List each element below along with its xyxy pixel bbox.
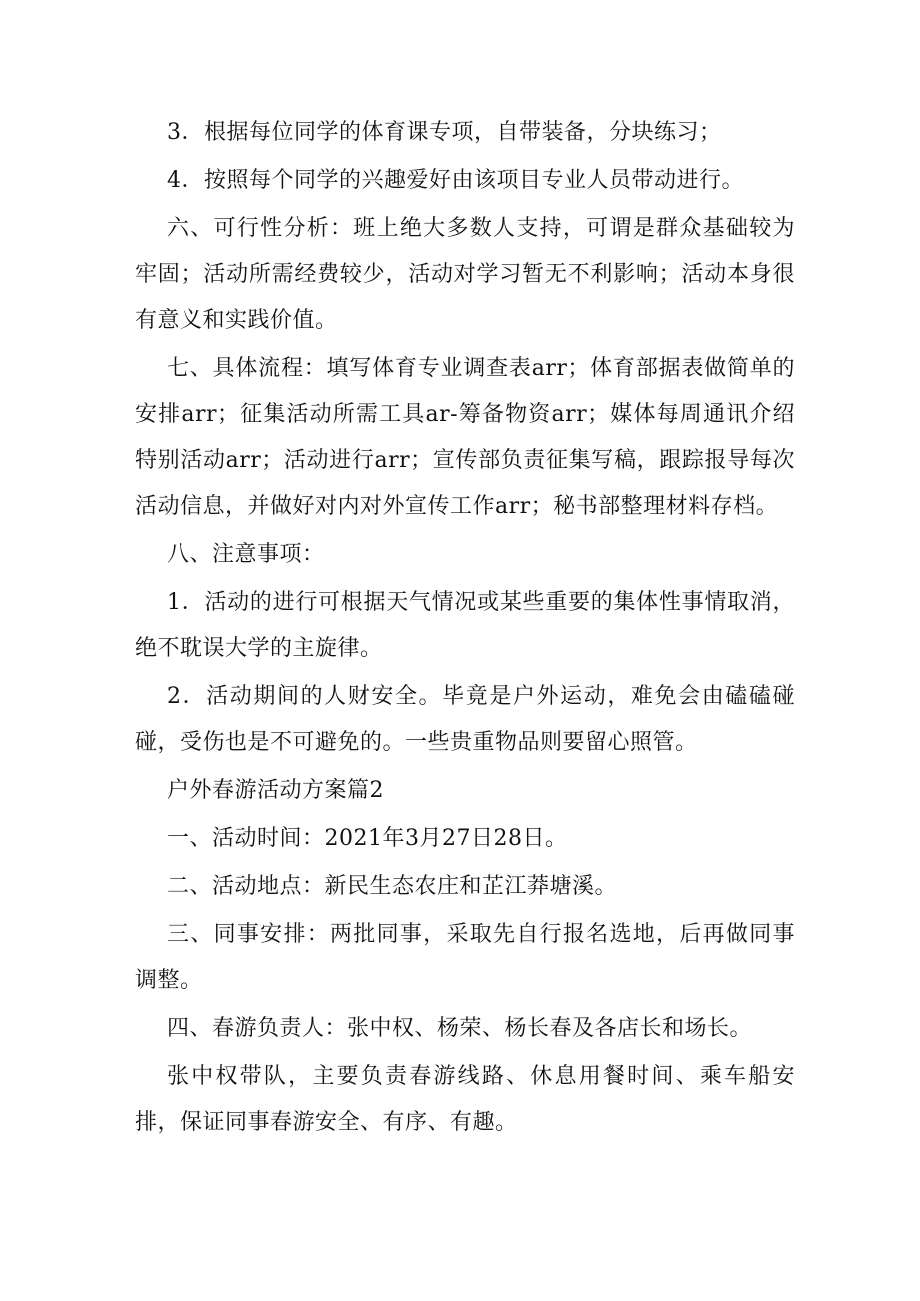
paragraph-arrangement: 三、同事安排：两批同事，采取先自行报名选地，后再做同事调整。 (135, 922, 795, 993)
paragraph-process: 七、具体流程：填写体育专业调查表arr；体育部据表做简单的安排arr；征集活动所需工具ar-筹备物资arr；媒体每周通讯介绍特别活动arr；活动进行arr；宣传部负责征集写稿，跟踪报导每次活动信息，并做好对内对外宣传工作arr；秘书部整理材料存档。 (135, 356, 795, 519)
paragraph-leaders: 四、春游负责人：张中权、杨荣、杨长春及各店长和场长。 (167, 1016, 753, 1041)
paragraph-note-1: 1．活动的进行可根据天气情况或某些重要的集体性事情取消，绝不耽误大学的主旋律。 (135, 590, 795, 661)
section-title: 户外春游活动方案篇2 (167, 778, 384, 803)
heading-notes: 八、注意事项： (167, 542, 325, 567)
paragraph-duties: 张中权带队，主要负责春游线路、休息用餐时间、乘车船安排，保证同事春游安全、有序、有趣。 (135, 1064, 795, 1135)
paragraph-note-2: 2．活动期间的人财安全。毕竟是户外运动，难免会由磕磕碰碰，受伤也是不可避免的。一些贵重物品则要留心照管。 (135, 684, 795, 755)
paragraph-location: 二、活动地点：新民生态农庄和芷江莽塘溪。 (167, 874, 618, 899)
document-body (135, 110, 795, 1148)
paragraph-time: 一、活动时间：2021年3月27日28日。 (167, 826, 568, 851)
paragraph-feasibility: 六、可行性分析：班上绝大多数人支持，可谓是群众基础较为牢固；活动所需经费较少，活动对学习暂无不利影响；活动本身很有意义和实践价值。 (135, 216, 795, 333)
paragraph-item-3: 3．根据每位同学的体育课专项，自带装备，分块练习； (167, 120, 722, 145)
paragraph-item-4: 4．按照每个同学的兴趣爱好由该项目专业人员带动进行。 (167, 168, 744, 193)
